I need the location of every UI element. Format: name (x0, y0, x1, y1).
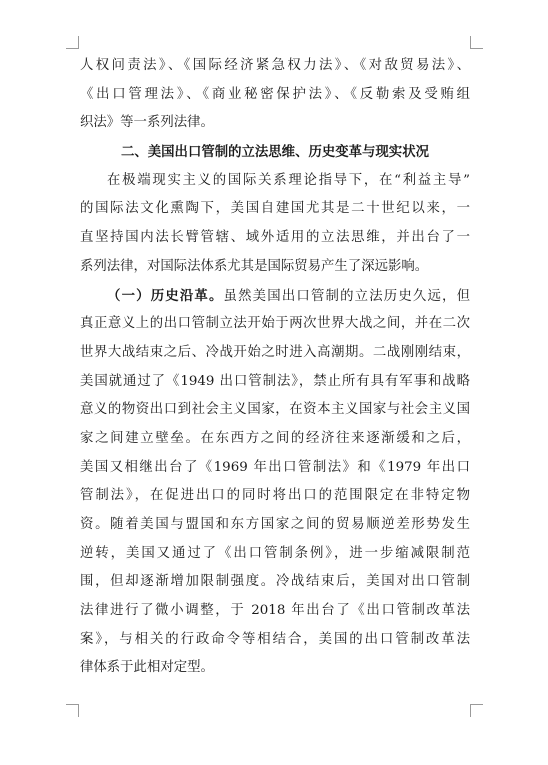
text-line: 家之间建立壁垒。在东西方之间的经济往来逐渐缓和之后， (80, 430, 470, 446)
history-paragraph (80, 282, 470, 684)
page-body (80, 52, 470, 683)
text-line: 律体系于此相对定型。 (80, 660, 214, 676)
intro-paragraph (80, 167, 470, 282)
crop-mark-top-right (470, 36, 483, 49)
text-line: 逆转，美国又通过了《出口管制条例》，进一步缩减限制范 (80, 545, 470, 561)
crop-mark-bottom-left (66, 704, 79, 717)
text-line: 资。随着美国与盟国和东方国家之间的贸易顺逆差形势发生 (80, 517, 470, 532)
continuation-paragraph (80, 52, 470, 138)
text-line: 真正意义上的出口管制立法开始于两次世界大战之间，并在二次 (80, 316, 470, 332)
crop-mark-top-left (66, 36, 79, 49)
text-line: 世界大战结束之后、冷战开始之时进入高潮期。二战刚刚结束， (80, 344, 470, 360)
text-line: 的国际法文化熏陶下，美国自建国尤其是二十世纪以来，一 (80, 201, 470, 217)
text-line: 人权问责法》、《国际经济紧急权力法》、《对敌贸易法》、 (80, 58, 470, 73)
section-heading: 二、美国出口管制的立法思维、历史变革与现实状况 (121, 144, 429, 161)
text-line: 管制法》，在促进出口的同时将出口的范围限定在非特定物 (80, 488, 470, 504)
text-line: 围，但却逐渐增加限制强度。冷战结束后，美国对出口管制 (80, 574, 470, 590)
text-line: 在极端现实主义的国际关系理论指导下，在“利益主导” (107, 172, 470, 188)
subsection-lead: （一）历史沿革。 (107, 287, 224, 304)
text-line (80, 282, 470, 311)
crop-mark-bottom-right (470, 704, 483, 717)
text-run: 虽然美国出口管制的立法历史久远，但 (223, 288, 471, 304)
text-line: 《出口管理法》、《商业秘密保护法》、《反勒索及受贿组 (80, 86, 470, 102)
text-line: 法律进行了微小调整，于 2018 年出台了《出口管制改革法 (80, 603, 470, 619)
text-line: 直坚持国内法长臂管辖、域外适用的立法思维，并出台了一 (80, 230, 470, 246)
text-line: 意义的物资出口到社会主义国家，在资本主义国家与社会主义国 (80, 402, 470, 418)
text-line: 美国又相继出台了《1969 年出口管制法》和《1979 年出口 (80, 459, 470, 475)
text-line: 案》，与相关的行政命令等相结合，美国的出口管制改革法 (80, 631, 470, 647)
text-line: 织法》等一系列法律。 (80, 115, 214, 131)
text-line: 美国就通过了《1949 出口管制法》，禁止所有具有军事和战略 (80, 373, 470, 389)
text-line: 系列法律，对国际法体系尤其是国际贸易产生了深远影响。 (80, 258, 429, 274)
